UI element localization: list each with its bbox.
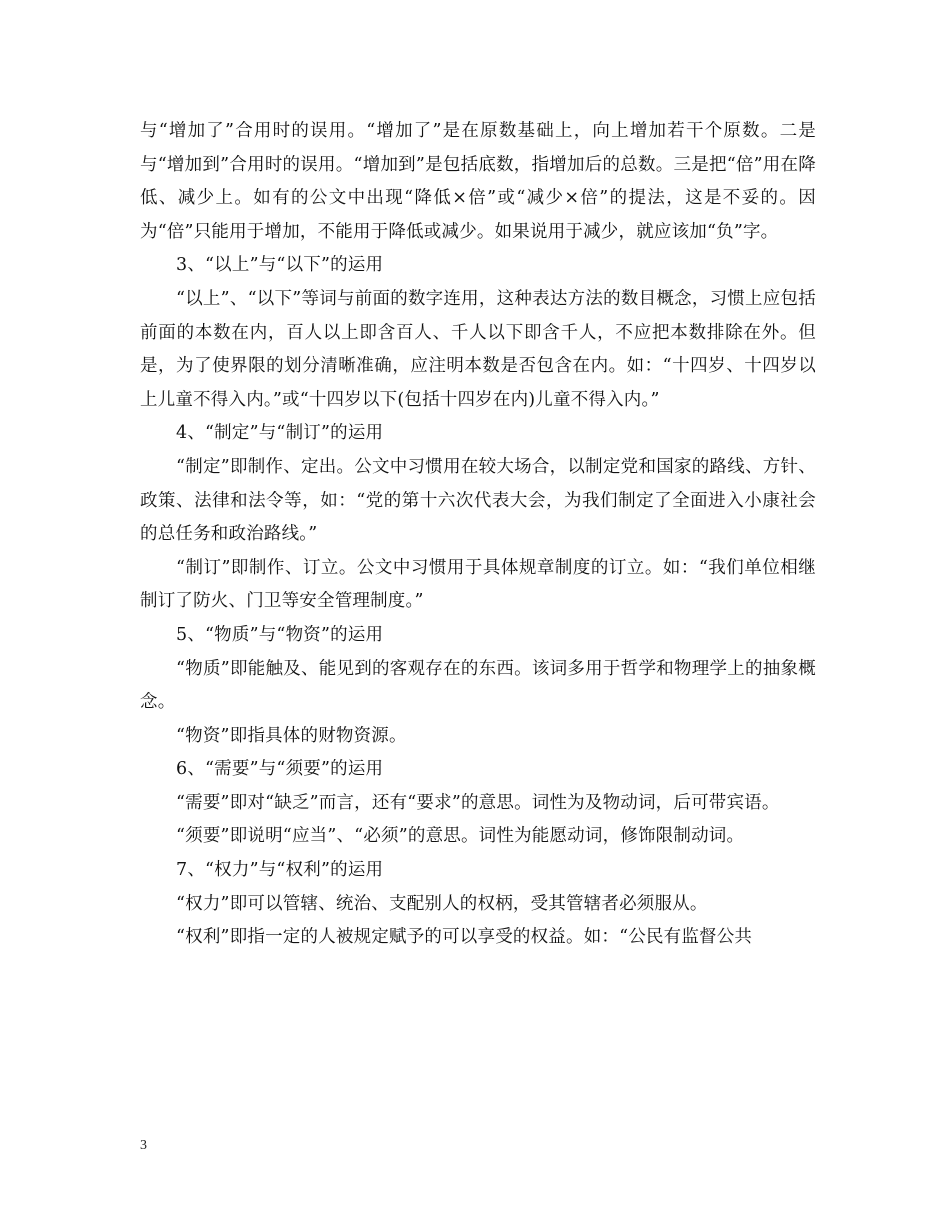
paragraph-xuyao-must: “须要”即说明“应当”、“必须”的意思。词性为能愿动词，修饰限制动词。 <box>176 826 745 847</box>
paragraph-wuzhi: “物质”即能触及、能见到的客观存在的东西。该词多用于哲学和物理学上的抽象概念。 <box>140 658 816 713</box>
paragraph-yishang-yixia: “以上”、“以下”等词与前面的数字连用，这种表达方法的数目概念，习惯上应包括前面的本数在内，百人以上即含百人、千人以下即含千人，不应把本数排除在外。但是，为了使界限的划分清晰准确，应注明本数是否包含在内。如：“十四岁、十四岁以上儿童不得入内。”或“十四岁以下(包括十四岁在内)儿童不得入内。” <box>140 288 816 410</box>
paragraph-continuation: 与“增加了”合用时的误用。“增加了”是在原数基础上，向上增加若干个原数。二是与“增加到”合用时的误用。“增加到”是包括底数，指增加后的总数。三是把“倍”用在降低、减少上。如有的公文中出现“降低×倍”或“减少×倍”的提法，这是不妥的。因为“倍”只能用于增加，不能用于降低或减少。如果说用于减少，就应该加“负”字。 <box>140 121 816 242</box>
paragraph-zhiding: “制定”即制作、定出。公文中习惯用在较大场合，以制定党和国家的路线、方针、政策、法律和法令等，如：“党的第十六次代表大会，为我们制定了全面进入小康社会的总任务和政治路线。” <box>140 456 816 545</box>
section-heading-3: 3、“以上”与“以下”的运用 <box>176 255 384 276</box>
section-heading-6: 6、“需要”与“须要”的运用 <box>176 759 384 780</box>
section-heading-4: 4、“制定”与“制订”的运用 <box>176 423 384 444</box>
paragraph-xuyao-need: “需要”即对“缺乏”而言，还有“要求”的意思。词性为及物动词，后可带宾语。 <box>176 792 780 813</box>
paragraph-wuzi: “物资”即指具体的财物资源。 <box>176 725 407 746</box>
section-heading-5: 5、“物质”与“物资”的运用 <box>176 624 384 645</box>
section-heading-7: 7、“权力”与“权利”的运用 <box>176 860 384 881</box>
paragraph-quanli-power: “权力”即可以管辖、统治、支配别人的权柄，受其管辖者必须服从。 <box>176 893 708 914</box>
page-number: 3 <box>140 1138 147 1153</box>
paragraph-quanli-right: “权利”即指一定的人被规定赋予的可以享受的权益。如：“公民有监督公共 <box>176 927 753 948</box>
document-body <box>140 115 816 955</box>
paragraph-zhiding-ding: “制订”即制作、订立。公文中习惯用于具体规章制度的订立。如：“我们单位相继制订了防火、门卫等安全管理制度。” <box>140 557 816 612</box>
